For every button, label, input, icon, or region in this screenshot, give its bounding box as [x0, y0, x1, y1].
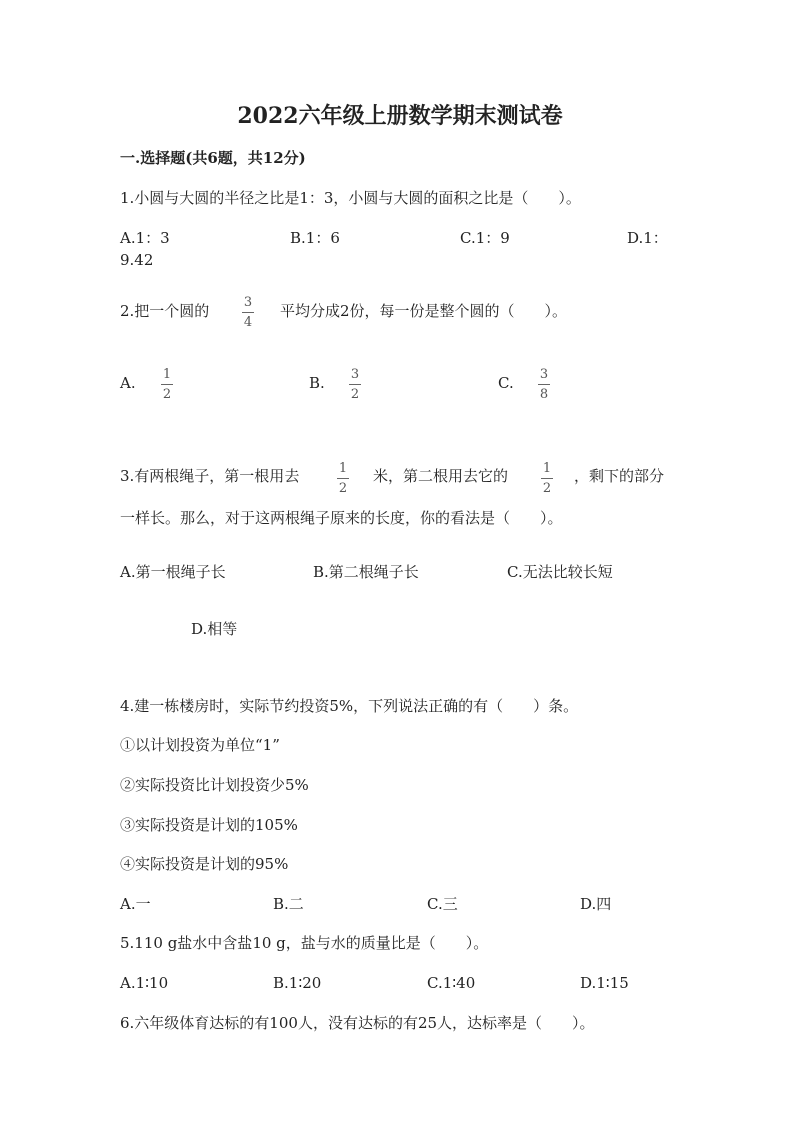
question-2-fraction [242, 296, 254, 330]
question-3-text-part1: 3.有两根绳子，第一根用去 [120, 467, 300, 485]
section-heading: 一.选择题(共6题，共12分) [120, 149, 306, 167]
question-4-statement-4: ④实际投资是计划的95% [120, 855, 289, 873]
fraction-denominator: 8 [539, 387, 549, 402]
question-1-text: 1.小圆与大圆的半径之比是1：3，小圆与大圆的面积之比是（ ）。 [120, 189, 581, 207]
question-3-option-c[interactable]: C.无法比较长短 [507, 563, 613, 581]
question-1-option-d[interactable]: D.1： [627, 229, 668, 247]
question-1-option-c[interactable]: C.1：9 [460, 229, 510, 247]
fraction-bar [541, 478, 553, 479]
fraction-numerator: 1 [162, 367, 172, 382]
question-2-text-end: 平均分成2份，每一份是整个圆的（ ）。 [280, 302, 568, 320]
question-6-text: 6.六年级体育达标的有100人，没有达标的有25人，达标率是（ ）。 [120, 1014, 595, 1032]
question-3-fraction-1 [337, 462, 349, 496]
fraction-denominator: 2 [338, 481, 348, 496]
question-4-option-b[interactable]: B.二 [273, 895, 304, 913]
fraction-bar [161, 384, 173, 385]
question-4-statement-2: ②实际投资比计划投资少5% [120, 776, 309, 794]
fraction-bar [538, 384, 550, 385]
fraction-denominator: 2 [542, 481, 552, 496]
question-3-option-b[interactable]: B.第二根绳子长 [313, 563, 419, 581]
fraction-numerator: 3 [350, 367, 360, 382]
question-2-option-c-label[interactable]: C. [498, 374, 514, 392]
question-5-option-d[interactable]: D.1∶15 [580, 974, 629, 992]
page-title: 2022六年级上册数学期末测试卷 [237, 103, 563, 129]
question-2-option-b-fraction[interactable] [349, 368, 361, 402]
question-5-option-b[interactable]: B.1∶20 [273, 974, 322, 992]
question-2-option-a-fraction[interactable] [161, 368, 173, 402]
question-3-option-d[interactable]: D.相等 [191, 620, 238, 638]
question-4-option-c[interactable]: C.三 [427, 895, 458, 913]
fraction-denominator: 2 [162, 387, 172, 402]
question-1-option-d-continued: 9.42 [120, 251, 154, 269]
fraction-denominator: 2 [350, 387, 360, 402]
fraction-numerator: 3 [243, 295, 253, 310]
fraction-numerator: 1 [338, 461, 348, 476]
fraction-bar [242, 312, 254, 313]
question-1-option-b[interactable]: B.1：6 [290, 229, 340, 247]
question-3-text-part3: ，剩下的部分 [574, 467, 665, 485]
question-5-option-a[interactable]: A.1∶10 [120, 974, 169, 992]
question-2-option-c-fraction[interactable] [538, 368, 550, 402]
fraction-bar [349, 384, 361, 385]
fraction-numerator: 1 [542, 461, 552, 476]
question-4-text: 4.建一栋楼房时，实际节约投资5%，下列说法正确的有（ ）条。 [120, 697, 579, 715]
question-5-text: 5.110 g盐水中含盐10 g，盐与水的质量比是（ ）。 [120, 934, 489, 952]
question-3-fraction-2 [541, 462, 553, 496]
question-4-option-a[interactable]: A.一 [120, 895, 151, 913]
question-3-text-line2: 一样长。那么，对于这两根绳子原来的长度，你的看法是（ ）。 [120, 509, 563, 527]
question-5-option-c[interactable]: C.1∶40 [427, 974, 476, 992]
fraction-denominator: 4 [243, 315, 253, 330]
fraction-bar [337, 478, 349, 479]
question-2-option-a-label[interactable]: A. [120, 374, 136, 392]
fraction-numerator: 3 [539, 367, 549, 382]
question-4-option-d[interactable]: D.四 [580, 895, 612, 913]
question-3-text-part2: 米，第二根用去它的 [373, 467, 509, 485]
question-3-option-a[interactable]: A.第一根绳子长 [120, 563, 226, 581]
question-4-statement-3: ③实际投资是计划的105% [120, 816, 298, 834]
question-2-text-start: 2.把一个圆的 [120, 302, 210, 320]
question-2-option-b-label[interactable]: B. [309, 374, 325, 392]
question-4-statement-1: ①以计划投资为单位“1” [120, 736, 280, 754]
question-1-option-a[interactable]: A.1：3 [120, 229, 170, 247]
